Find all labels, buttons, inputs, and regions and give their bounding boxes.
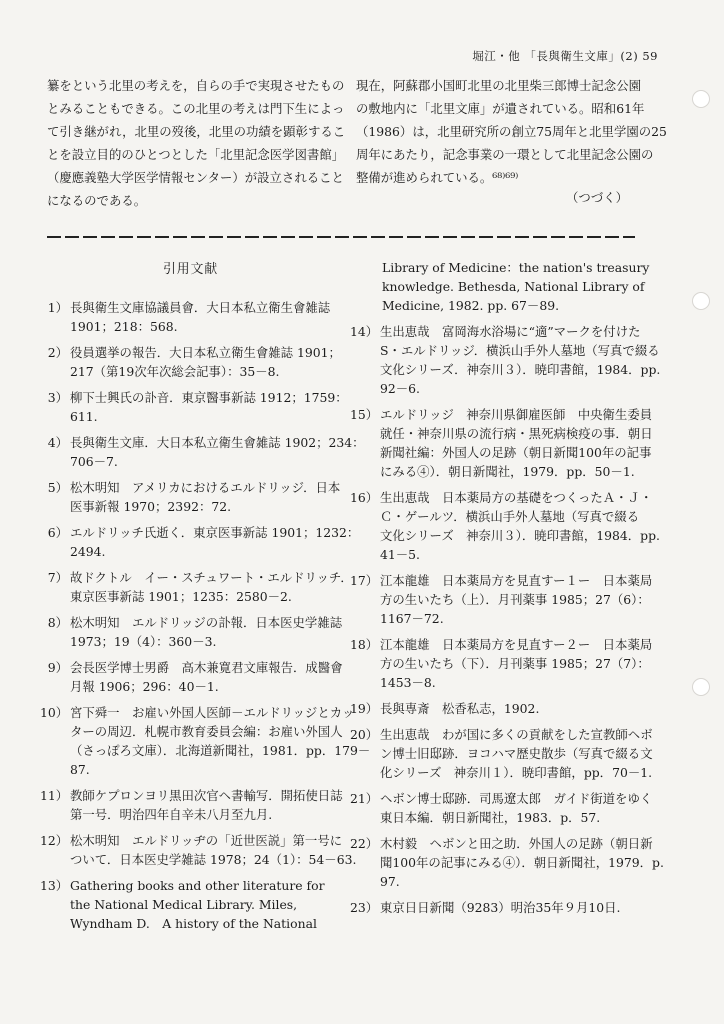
reference-items-right: [350, 322, 664, 917]
references-list-right: [350, 258, 664, 924]
reference-number: 7）: [47, 570, 68, 585]
reference-item: [350, 725, 653, 782]
reference-item: [350, 322, 661, 398]
reference-line: 江本龍雄 日本薬局方を見直すー１ー 日本薬局: [380, 573, 653, 588]
reference-line: 木村毅 ヘボンと田之助．外国人の足跡（朝日新: [380, 836, 653, 851]
body-text-right: [356, 74, 667, 189]
body-line: の敷地内に「北里文庫」が遺されている。昭和61年: [356, 101, 645, 116]
reference-item: [40, 298, 340, 336]
reference-line: にみる④）．朝日新聞社，1979．pp．50－1.: [380, 464, 635, 479]
reference-number: 11）: [40, 788, 69, 803]
reference-item: [350, 834, 664, 891]
reference-number: 9）: [47, 660, 68, 675]
reference-continuation: [350, 258, 650, 315]
reference-line: 江本龍雄 日本薬局方を見直すー２ー 日本薬局: [380, 637, 653, 652]
reference-line: 生出恵哉 わが国に多くの貢献をした宣教師ヘボ: [380, 727, 653, 742]
reference-line: 松木明知 エルドリッヂの「近世医説」第一号に: [70, 833, 343, 848]
reference-line: 97.: [380, 874, 400, 889]
reference-line: 706－7.: [70, 454, 118, 469]
reference-number: 4）: [47, 435, 68, 450]
reference-line: 会長医学博士男爵 高木兼寛君文庫報告．成醫會: [70, 660, 343, 675]
body-line: 整備が進められている。⁶⁸⁾⁶⁹⁾: [356, 170, 519, 185]
binder-hole: [692, 678, 710, 696]
reference-number: 19）: [350, 701, 379, 716]
reference-line: 文化シリーズ 神奈川３）．暁印書館，1984．pp.: [380, 528, 660, 543]
reference-number: 16）: [350, 490, 379, 505]
reference-number: 14）: [350, 324, 379, 339]
reference-line: 松木明知 エルドリッジの訃報．日本医史学雑誌: [70, 615, 343, 630]
reference-line: knowledge. Bethesda, National Library of: [382, 279, 645, 294]
reference-line: 化シリーズ 神奈川１）．暁印書館，pp．70－1.: [380, 765, 653, 780]
body-line: て引き継がれ，北里の歿後，北里の功績を顕彰するこ: [47, 124, 346, 139]
reference-item: [40, 523, 360, 561]
reference-line: 月報 1906；296：40－1.: [70, 679, 219, 694]
reference-number: 8）: [47, 615, 68, 630]
reference-line: エルドリッチ氏逝く．東京医事新誌 1901；1232：: [70, 525, 360, 540]
reference-item: [350, 635, 653, 692]
reference-line: 生出恵哉 富岡海水浴場に“適”マークを付けた: [380, 324, 641, 339]
reference-line: ン博士旧邸跡．ヨコハマ歴史散歩（写真で綴る文: [380, 746, 653, 761]
reference-line: Wyndham D. A history of the National: [70, 916, 317, 931]
reference-line: 柳下士興氏の訃音．東京醫事新誌 1912；1759：: [70, 390, 348, 405]
reference-item: [40, 343, 340, 381]
body-line: 現在，阿蘇郡小国町北里の北里柴三郎博士記念公園: [356, 78, 641, 93]
reference-line: 方の生いたち（下）．月刊薬事 1985；27（7）：: [380, 656, 650, 671]
reference-line: 東京日日新聞（9283）明治35年９月10日.: [380, 900, 621, 915]
reference-number: 17）: [350, 573, 379, 588]
running-header: 堀江・他 「長與衛生文庫」(2) 59: [472, 49, 658, 63]
reference-line: 東日本編．朝日新聞社，1983．p．57.: [380, 810, 601, 825]
reference-item: [350, 898, 650, 917]
reference-line: 宮下舜一 お雇い外国人医師－エルドリッジとカッ: [70, 705, 355, 720]
reference-line: 東京医事新誌 1901；1235：2580－2.: [70, 589, 292, 604]
reference-number: 10）: [40, 705, 69, 720]
reference-line: 医事新報 1970；2392：72.: [70, 499, 232, 514]
reference-line: 就任・神奈川県の流行病・黒死病検疫の事．朝日: [380, 426, 653, 441]
reference-line: ターの周辺．札幌市教育委員会編：お雇い外国人: [70, 724, 343, 739]
reference-line: the National Medical Library. Miles,: [70, 897, 298, 912]
reference-line: 41－5.: [380, 547, 420, 562]
body-line: 周年にあたり，記念事業の一環として北里記念公園の: [356, 147, 654, 162]
continued-note: （つづく）: [566, 190, 628, 205]
reference-item: [40, 478, 340, 516]
reference-line: エルドリッジ 神奈川県御雇医師 中央衛生委員: [380, 407, 653, 422]
body-line: になるのである。: [47, 193, 147, 208]
reference-item: [350, 789, 653, 827]
reference-item: [40, 658, 343, 696]
reference-number: 2）: [47, 345, 68, 360]
reference-line: 2494.: [70, 544, 106, 559]
reference-line: 1901；218：568.: [70, 319, 178, 334]
reference-line: 611.: [70, 409, 98, 424]
reference-number: 13）: [40, 878, 69, 893]
references-title: 引用文献: [163, 262, 219, 277]
body-line: （慶應義塾大学医学情報センター）が設立されること: [47, 170, 344, 185]
reference-number: 6）: [47, 525, 68, 540]
reference-number: 18）: [350, 637, 379, 652]
section-divider: [47, 236, 635, 238]
reference-number: 23）: [350, 900, 379, 915]
reference-item: [350, 571, 653, 628]
reference-line: Medicine, 1982. pp. 67－89.: [382, 298, 560, 313]
reference-item: [350, 405, 653, 481]
reference-line: 長與衛生文庫．大日本私立衛生會雑誌 1902；234：: [70, 435, 365, 450]
reference-item: [40, 388, 348, 426]
reference-number: 12）: [40, 833, 69, 848]
reference-item: [350, 488, 660, 564]
reference-line: 聞100年の記事にみる④）．朝日新聞社，1979．p.: [380, 855, 664, 870]
reference-number: 5）: [47, 480, 68, 495]
reference-item: [40, 613, 343, 651]
reference-line: 松木明知 アメリカにおけるエルドリッジ．日本: [70, 480, 341, 495]
reference-line: Library of Medicine：the nation's treasury: [382, 260, 650, 275]
reference-item: [350, 699, 650, 718]
reference-item: [40, 831, 357, 869]
reference-item: [40, 876, 340, 933]
reference-number: 15）: [350, 407, 379, 422]
reference-item: [40, 786, 343, 824]
reference-line: 1973；19（4）：360－3.: [70, 634, 217, 649]
reference-number: 21）: [350, 791, 379, 806]
reference-number: 1）: [47, 300, 68, 315]
reference-line: 87.: [70, 762, 90, 777]
reference-line: （さっぽろ文庫）．北海道新聞社，1981．pp．179－: [70, 743, 371, 758]
reference-line: 生出恵哉 日本薬局方の基礎をつくったＡ・Ｊ・: [380, 490, 653, 505]
body-line: 纂をという北里の考えを，自らの手で実現させたもの: [47, 78, 345, 93]
reference-line: 役員選挙の報告．大日本私立衛生會雑誌 1901；: [70, 345, 341, 360]
reference-line: 1453－8.: [380, 675, 436, 690]
reference-number: 22）: [350, 836, 379, 851]
reference-item: [40, 433, 365, 471]
reference-number: 3）: [47, 390, 68, 405]
reference-line: 92－6.: [380, 381, 420, 396]
reference-line: 217（第19次年次総会記事）：35－8.: [70, 364, 280, 379]
binder-hole: [692, 292, 710, 310]
reference-line: 方の生いたち（上）．月刊薬事 1985；27（6）：: [380, 592, 650, 607]
body-line: （1986）は，北里研究所の創立75周年と北里学園の25: [356, 124, 667, 139]
reference-line: 長與衛生文庫協議員會．大日本私立衛生會雑誌: [70, 300, 331, 315]
reference-line: 第一号．明治四年自辛未八月至九月.: [70, 807, 273, 822]
body-text-left: [47, 74, 346, 212]
reference-line: 新聞社編：外国人の足跡（朝日新聞100年の記事: [380, 445, 652, 460]
reference-line: 教師ケプロンヨリ黒田次官ヘ書輸写．開拓使日誌: [70, 788, 343, 803]
reference-line: 文化シリーズ．神奈川３）．暁印書館，1984．pp.: [380, 362, 661, 377]
reference-line: Ｃ・ゲールツ．横浜山手外人墓地（写真で綴る: [380, 509, 640, 524]
reference-line: S・エルドリッジ．横浜山手外人墓地（写真で綴る: [380, 343, 660, 358]
reference-item: [40, 568, 353, 606]
reference-line: Gathering books and other literature for: [70, 878, 325, 893]
reference-line: ついて．日本医史学雑誌 1978；24（1）：54－63.: [70, 852, 357, 867]
binder-hole: [692, 90, 710, 108]
reference-number: 20）: [350, 727, 379, 742]
body-line: とを設立目的のひとつとした「北里記念医学図書館」: [47, 147, 345, 162]
body-line: とみることもできる。この北里の考えは門下生によっ: [47, 101, 345, 116]
reference-line: ヘボン博士邸跡．司馬遼太郎 ガイド街道をゆく: [380, 791, 653, 806]
reference-line: 長與専斎 松香私志，1902.: [380, 701, 540, 716]
reference-line: 故ドクトル イー・スチュワート・エルドリッチ．: [70, 570, 353, 585]
reference-line: 1167－72.: [380, 611, 444, 626]
